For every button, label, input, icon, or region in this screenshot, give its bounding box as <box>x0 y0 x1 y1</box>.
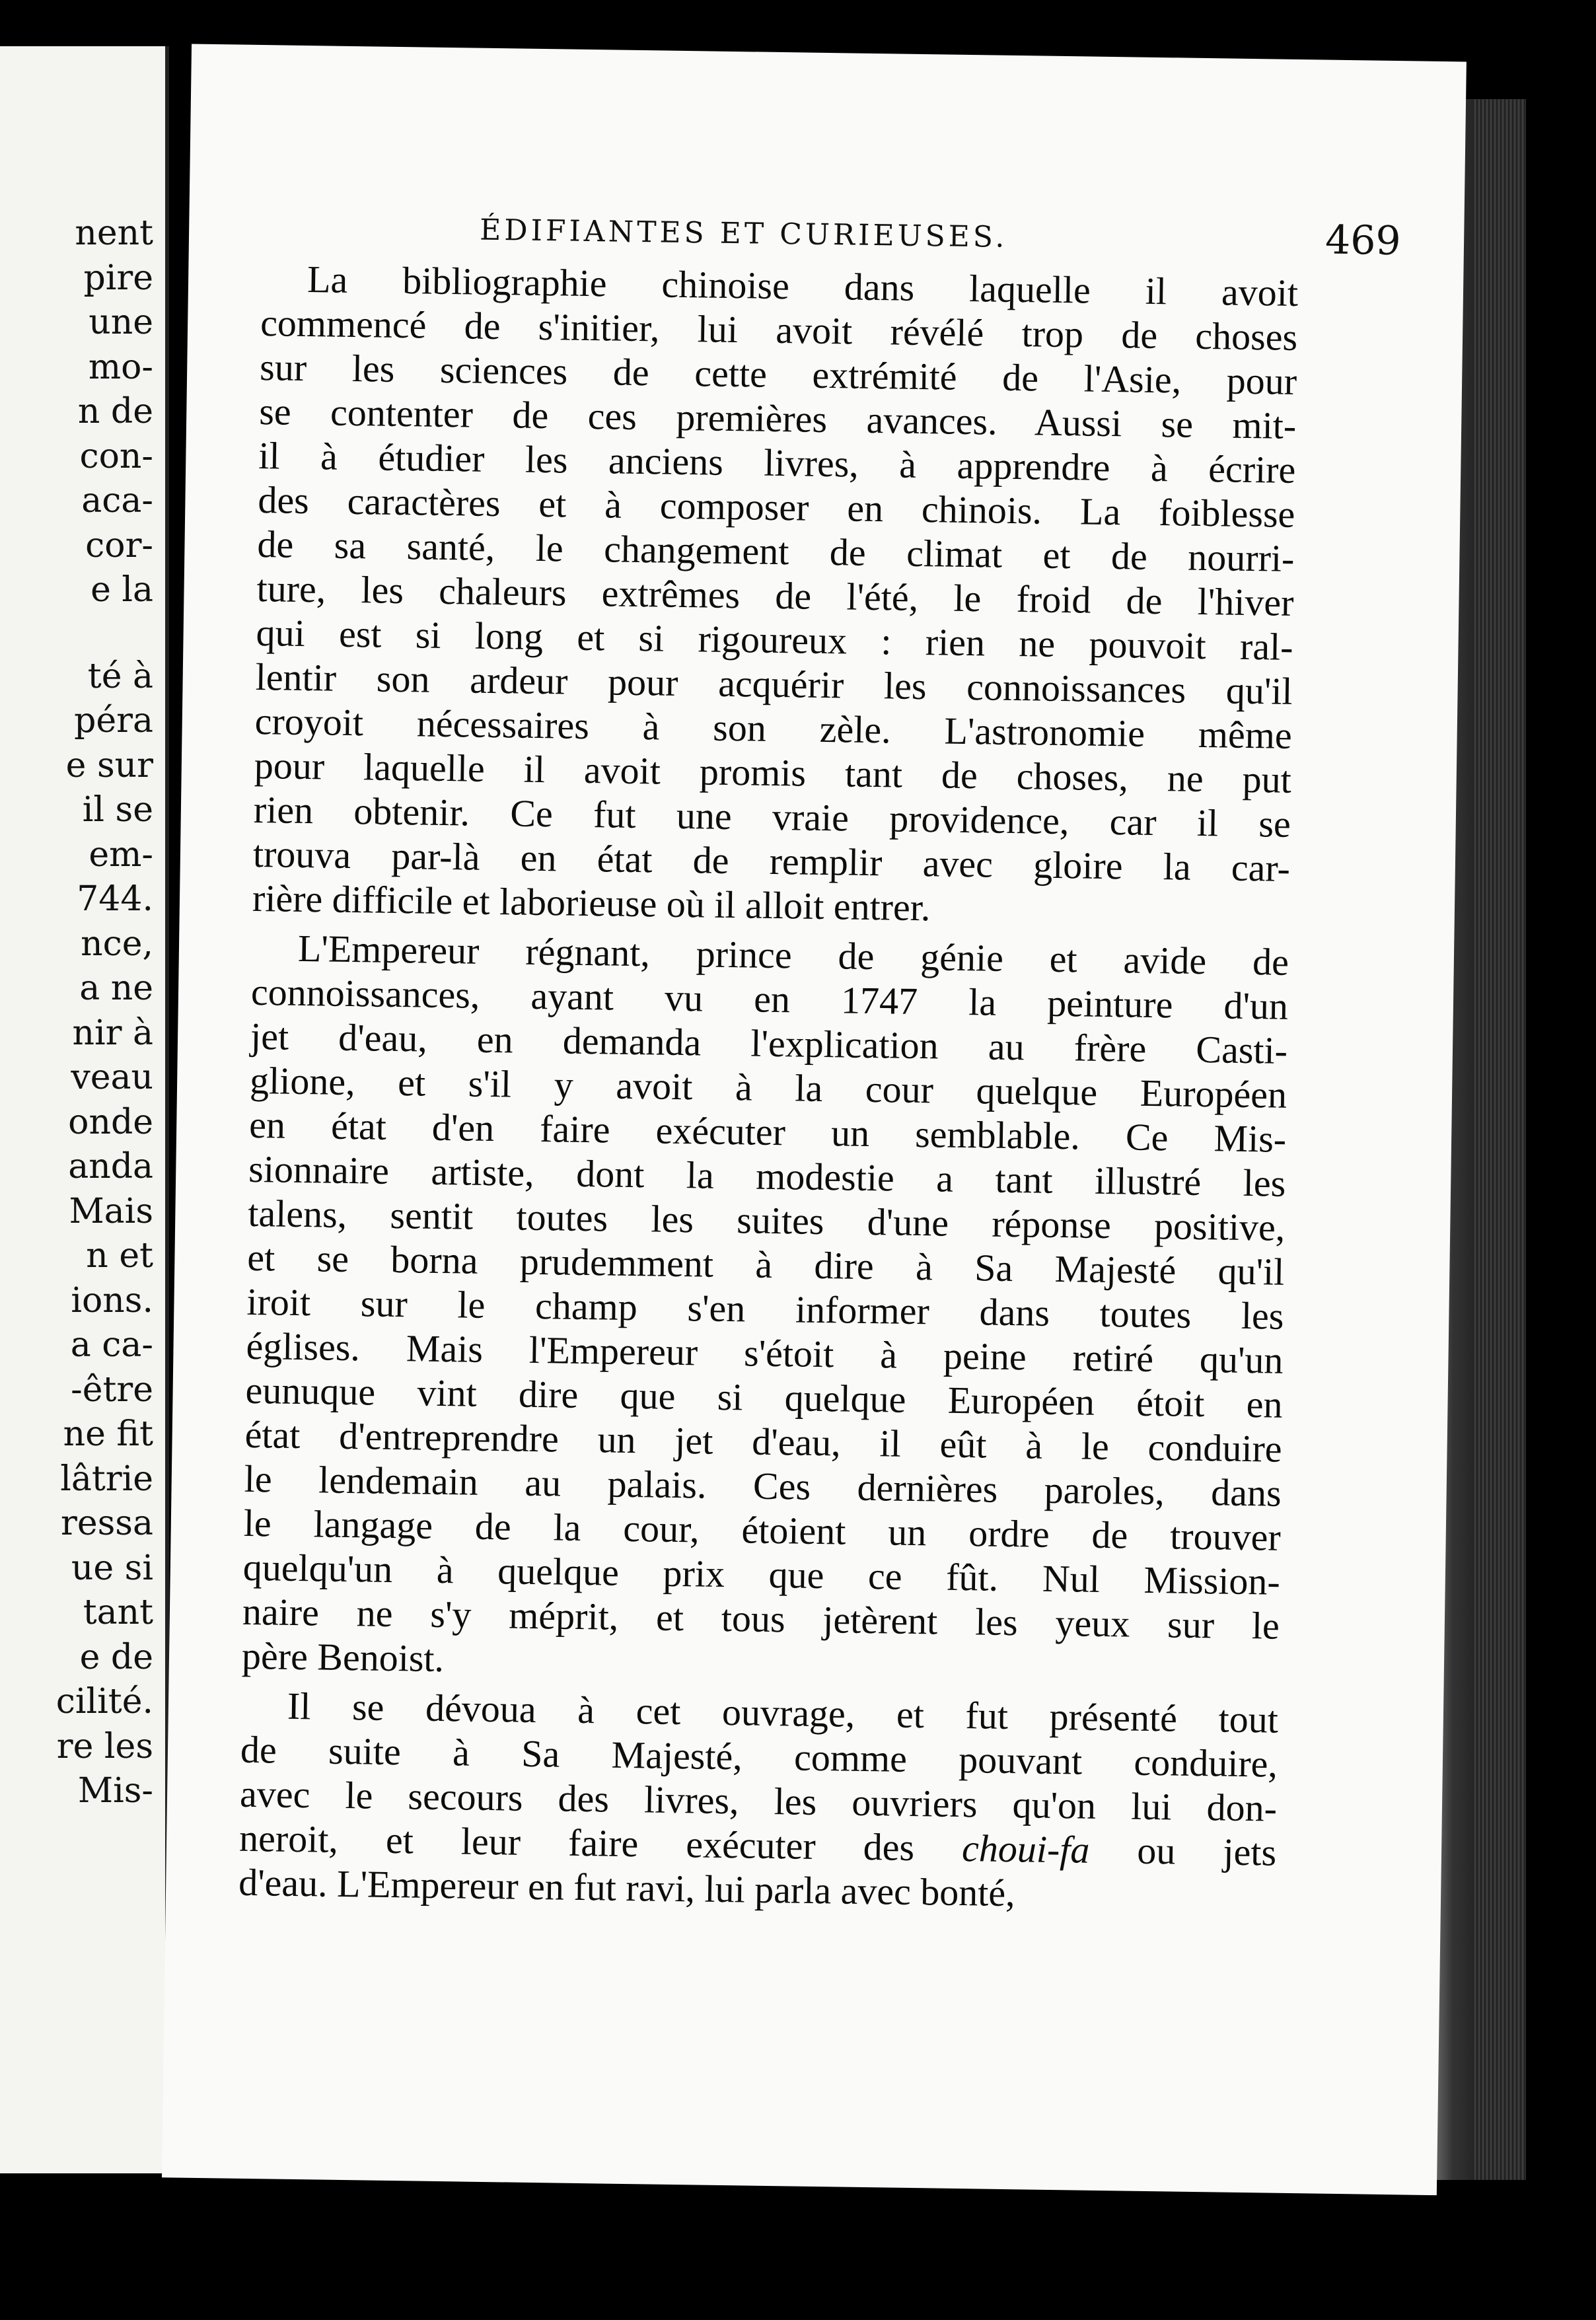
left-page-fragment: nir à <box>72 1013 153 1053</box>
text-line: connoissances, ayant vu en 1747 la peinture d'un <box>250 970 1289 1028</box>
text-line: sionnaire artiste, dont la modestie a tant illustré les <box>248 1147 1286 1205</box>
left-page-fragment: ne fit <box>63 1414 153 1454</box>
text-line: le langage de la cour, étoient un ordre de trouver <box>243 1501 1282 1559</box>
left-page-fragment: e de <box>79 1637 153 1677</box>
left-page-fragment: e sur <box>65 745 153 785</box>
left-page-text-fragments <box>0 211 153 1814</box>
left-page-fragment: pire <box>83 258 153 298</box>
left-page-fragment: il se <box>82 790 153 830</box>
left-page-fragment: une <box>89 303 153 342</box>
text-line: pour laquelle il avoit promis tant de choses, ne put <box>254 743 1292 801</box>
main-page <box>162 44 1467 2196</box>
text-line: iroit sur le champ s'en informer dans toutes les <box>246 1280 1284 1338</box>
paragraph-1 <box>252 256 1299 935</box>
left-page-fragment: em- <box>89 834 153 875</box>
running-header: ÉDIFIANTES ET CURIEUSES. <box>479 213 1008 254</box>
text-line: d'eau. L'Empereur en fut ravi, lui parla avec bonté, <box>238 1860 1016 1915</box>
body-text <box>238 256 1299 1919</box>
left-page-fragment: con- <box>79 436 153 476</box>
left-page-fragment: Mis- <box>77 1771 153 1811</box>
text-line: il à étudier les anciens livres, à apprendre à écrire <box>258 434 1296 491</box>
text-line: eunuque vint dire que si quelque Européen étoit en <box>245 1368 1283 1426</box>
left-page-fragment: nent <box>75 213 153 253</box>
text-line: rière difficile et laborieuse où il alloit entrer. <box>252 876 931 929</box>
text-line: et se borna prudemment à dire à Sa Majesté qu'il <box>247 1235 1285 1293</box>
left-page-fragment: anda <box>68 1147 153 1186</box>
text-line: jet d'eau, en demanda l'explication au frère Casti- <box>250 1014 1288 1072</box>
text-line: ture, les chaleurs extrêmes de l'été, le froid de l'hiver <box>256 566 1294 624</box>
text-line: en état d'en faire exécuter un semblable. Ce Mis- <box>248 1103 1287 1161</box>
left-page-fragment: tant <box>83 1593 153 1632</box>
text-line: qui est si long et si rigoureux : rien ne pouvoit ral- <box>256 610 1293 669</box>
text-line: lentir son ardeur pour acquérir les connoissances qu'il <box>255 655 1293 713</box>
text-segment: neroit, et leur faire exécuter des <box>238 1816 962 1870</box>
left-page-fragment: cor- <box>85 525 153 565</box>
left-page-fragment: a ne <box>79 968 153 1008</box>
paragraph-3 <box>238 1683 1279 1919</box>
left-page-fragment: n de <box>77 392 153 431</box>
left-page-fragment <box>0 613 153 655</box>
text-line: naire ne s'y méprit, et tous jetèrent les yeux sur le <box>242 1589 1280 1648</box>
left-page-fragment: onde <box>68 1102 153 1142</box>
left-page-fragment: re les <box>56 1726 153 1766</box>
left-page-fragment: n et <box>86 1236 153 1276</box>
left-page-fragment: ue si <box>71 1548 153 1588</box>
text-line: rien obtenir. Ce fut une vraie providence, car il se <box>253 787 1291 846</box>
text-line: des caractères et à composer en chinois. La foiblesse <box>258 478 1295 536</box>
text-line: L'Empereur régnant, prince de génie et avide de <box>297 926 1289 984</box>
paragraph-2 <box>242 925 1289 1692</box>
left-page-fragment: 744. <box>77 879 153 919</box>
text-line: de sa santé, le changement de climat et de nourri- <box>257 522 1295 580</box>
text-line: croyoit nécessaires à son zèle. L'astronomie même <box>254 699 1293 757</box>
left-page-fragment: -être <box>71 1369 153 1410</box>
left-page-fragment: cilité. <box>55 1682 153 1722</box>
left-page-fragment: Mais <box>69 1191 153 1231</box>
left-page-fragment: a ca- <box>70 1325 153 1365</box>
left-page-fragment: ions. <box>71 1280 153 1321</box>
text-line: quelqu'un à quelque prix que ce fût. Nul Mission- <box>242 1545 1281 1603</box>
text-line: commencé de s'initier, lui avoit révélé trop de choses <box>260 301 1298 359</box>
text-line: avec le secours des livres, les ouvriers qu'on lui don- <box>239 1772 1278 1830</box>
text-line: état d'entreprendre un jet d'eau, il eût à le conduire <box>244 1412 1283 1470</box>
text-line: Il se dévoua à cet ouvrage, et fut présenté tout <box>287 1684 1279 1741</box>
left-page-fragment: lâtrie <box>60 1459 153 1499</box>
page-number: 469 <box>1324 217 1402 265</box>
text-line: sur les sciences de cette extrémité de l'Asie, pour <box>259 345 1297 403</box>
text-line: trouva par-là en état de remplir avec gloire la car- <box>252 832 1291 890</box>
left-page-fragment: e la <box>91 570 153 610</box>
text-segment: ou jets <box>1089 1828 1277 1874</box>
text-line: églises. Mais l'Empereur s'étoit à peine retiré qu'un <box>246 1324 1284 1382</box>
left-page-fragment: té à <box>87 656 153 696</box>
left-page-fragment: péra <box>74 701 153 741</box>
left-page-fragment: ressa <box>60 1504 153 1543</box>
left-page-fragment: veau <box>71 1058 153 1097</box>
page-stack-edge <box>1473 99 1526 2180</box>
text-line: de suite à Sa Majesté, comme pouvant conduire, <box>240 1727 1278 1786</box>
left-page-fragment: aca- <box>81 481 153 521</box>
text-line: le lendemain au palais. Ces dernières paroles, dans <box>244 1457 1282 1515</box>
left-page-fragment: nce, <box>81 924 153 964</box>
left-page-fragment: mo- <box>88 347 153 387</box>
text-line: père Benoist. <box>241 1634 445 1681</box>
text-line: talens, sentit toutes les suites d'une réponse positive, <box>247 1191 1286 1249</box>
text-line: glione, et s'il y avoit à la cour quelque Européen <box>249 1058 1288 1116</box>
italic-term: choui-fa <box>961 1827 1090 1871</box>
text-line: La bibliographie chinoise dans laquelle il avoit <box>307 258 1299 314</box>
left-facing-page <box>0 46 169 2173</box>
text-line: se contenter de ces premières avances. Aussi se mit- <box>258 390 1297 447</box>
